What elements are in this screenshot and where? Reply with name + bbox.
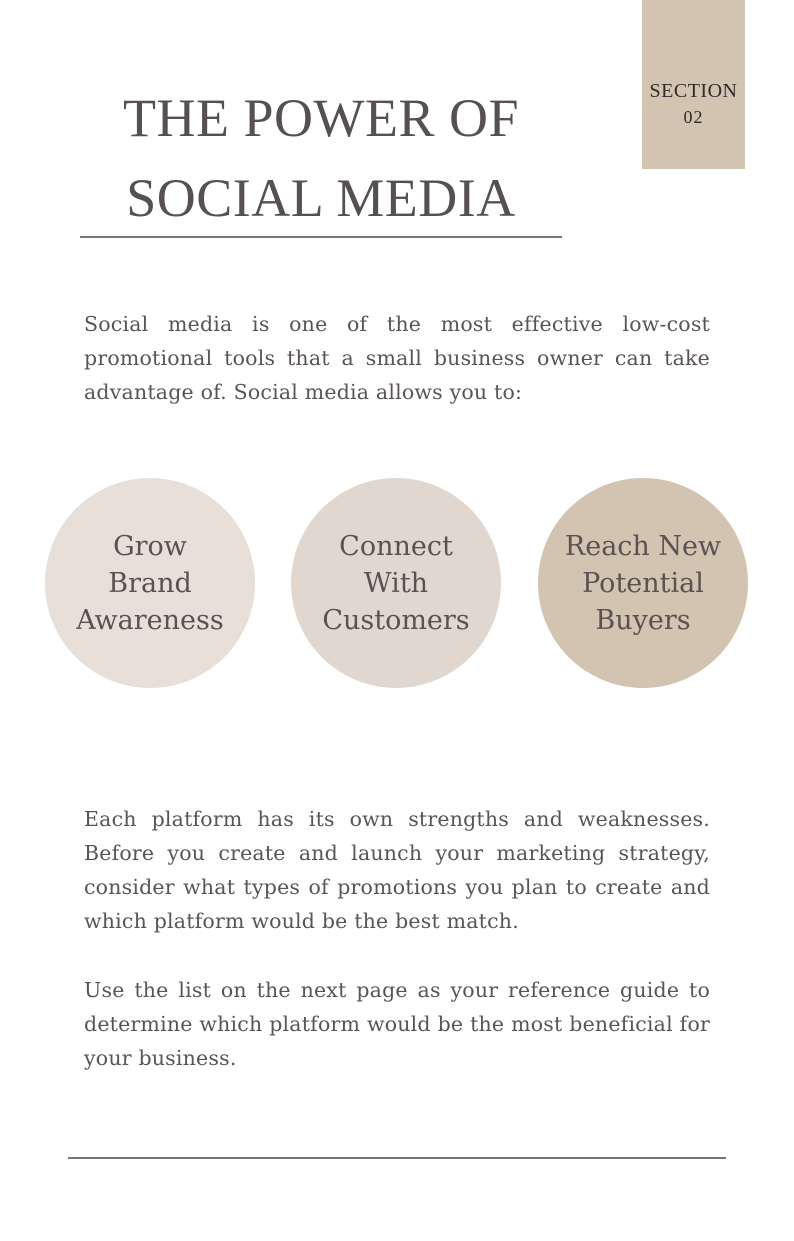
section-label: SECTION	[649, 80, 738, 102]
reference-paragraph: Use the list on the next page as your reference guide to determine which platform would be the most beneficial for your business.	[84, 978, 710, 1070]
benefit-line: Customers	[322, 604, 470, 636]
intro-paragraph: Social media is one of the most effective low-cost promotional tools that a small business owner can take advantage of. Social media allows you to:	[84, 312, 710, 404]
page-title	[80, 78, 562, 238]
benefit-line: Connect	[339, 530, 453, 562]
title-divider	[80, 236, 562, 238]
benefit-line: With	[363, 567, 429, 599]
benefit-line: Buyers	[595, 604, 691, 636]
benefit-line: Grow	[113, 530, 187, 562]
footer-divider	[68, 1157, 726, 1159]
benefit-circle-reach-new-potential-buyers	[538, 478, 748, 688]
page-title-line-2: SOCIAL MEDIA	[126, 168, 516, 228]
benefit-line: Reach New	[564, 530, 722, 562]
benefit-line: Potential	[582, 567, 704, 599]
benefit-line: Brand	[108, 567, 192, 599]
platforms-paragraph: Each platform has its own strengths and weaknesses. Before you create and launch your marketing strategy, consider what types of promotions you plan to create and which platform would be the best match.	[84, 807, 710, 933]
section-number: 02	[683, 107, 704, 127]
benefit-circle-connect-with-customers	[291, 478, 501, 688]
section-tab	[642, 0, 745, 169]
page-title-line-1: THE POWER OF	[123, 88, 519, 148]
benefit-line: Awareness	[76, 604, 224, 636]
benefit-circle-grow-brand-awareness	[45, 478, 255, 688]
